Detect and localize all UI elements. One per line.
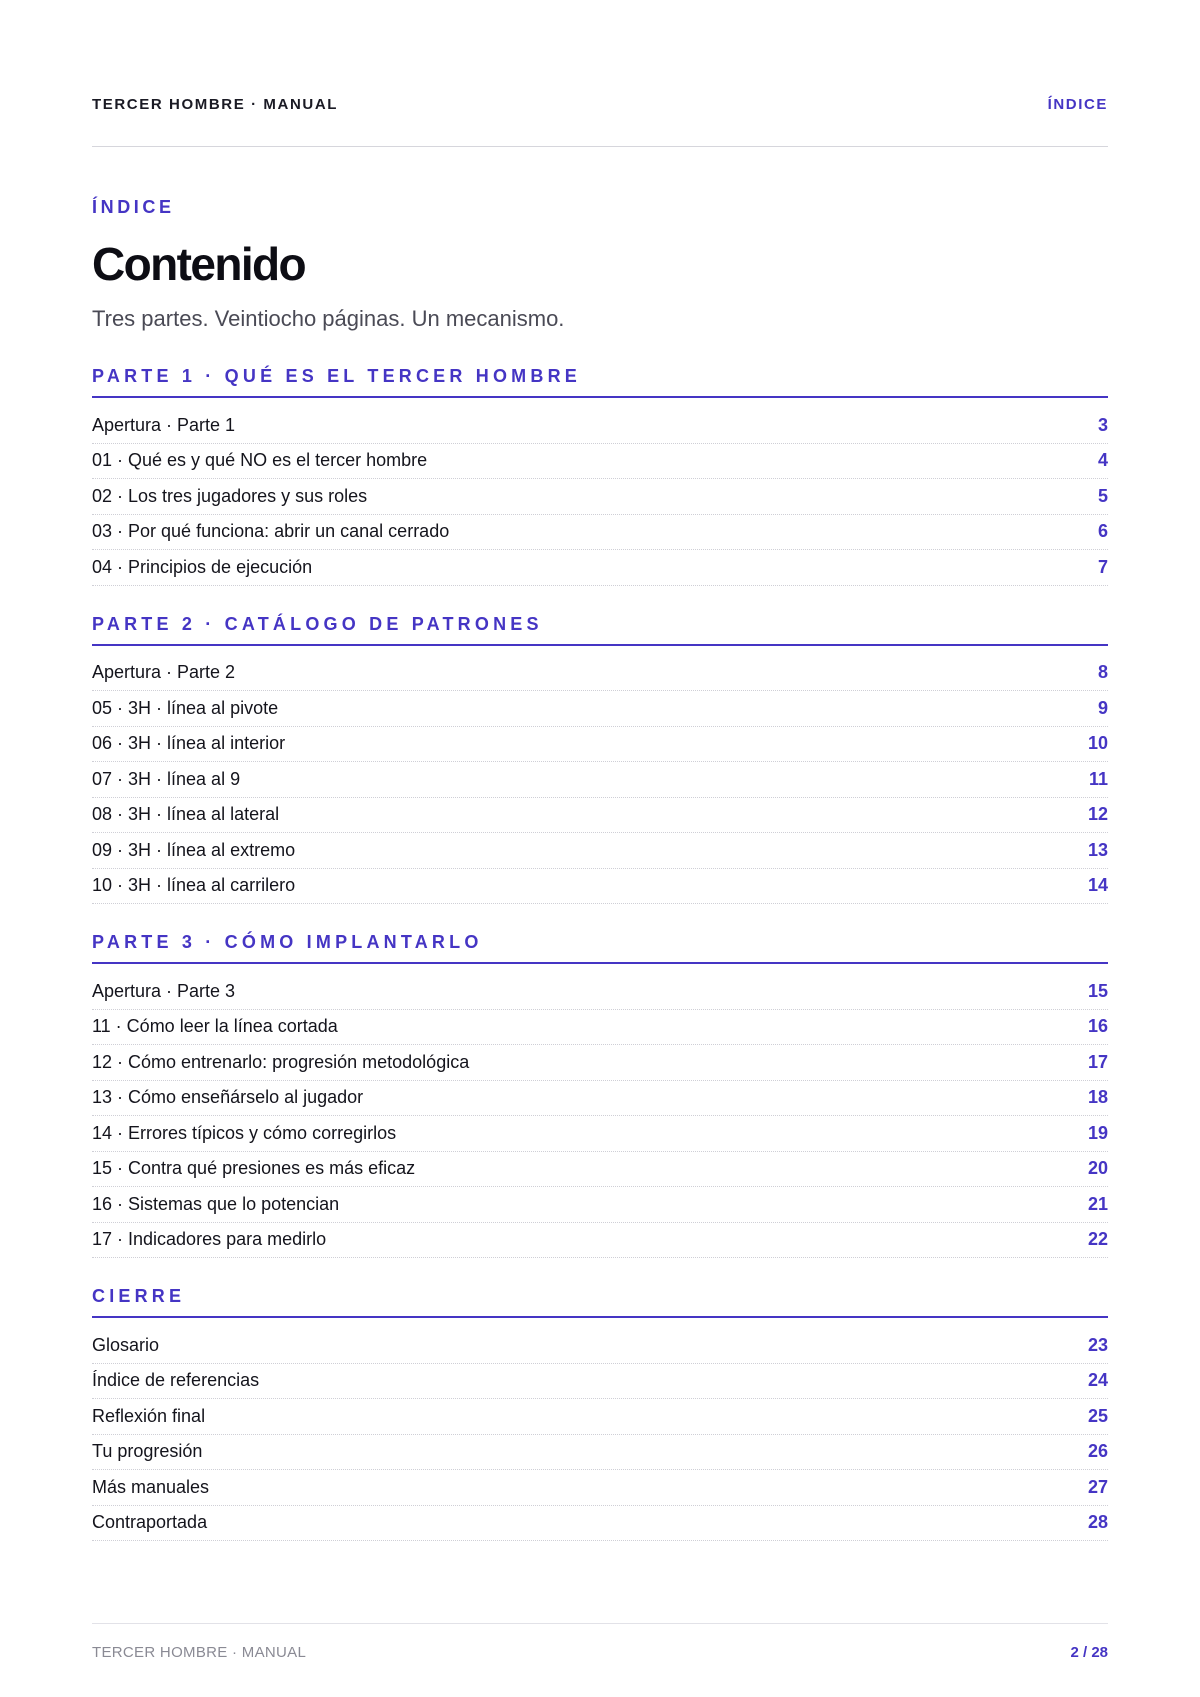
toc-entry[interactable] bbox=[92, 515, 1108, 551]
toc-entry[interactable] bbox=[92, 1328, 1108, 1364]
toc-entry-list bbox=[92, 1318, 1108, 1541]
toc-entry-page-number: 24 bbox=[1087, 1370, 1108, 1391]
footer-title: TERCER HOMBRE · MANUAL bbox=[92, 1644, 307, 1661]
toc-entry-page-number: 12 bbox=[1087, 804, 1108, 825]
toc-part bbox=[92, 1284, 1108, 1541]
toc-entry-label: 04 · Principios de ejecución bbox=[92, 556, 313, 577]
toc-entry-page-number: 19 bbox=[1087, 1122, 1108, 1143]
toc-entry-page-number: 22 bbox=[1087, 1229, 1108, 1250]
toc-entry[interactable] bbox=[92, 479, 1108, 515]
toc-entry-page-number: 11 bbox=[1088, 768, 1108, 789]
toc-entry-page-number: 3 bbox=[1097, 414, 1108, 435]
toc-entry[interactable] bbox=[92, 444, 1108, 480]
toc-entry-page-number: 14 bbox=[1087, 875, 1108, 896]
toc-entry[interactable] bbox=[92, 1081, 1108, 1117]
toc-part-heading: PARTE 1 · QUÉ ES EL TERCER HOMBRE bbox=[92, 364, 1108, 398]
toc-entry-label: Apertura · Parte 3 bbox=[92, 980, 236, 1001]
toc-part-heading: CIERRE bbox=[92, 1284, 1108, 1318]
toc-entry-page-number: 6 bbox=[1097, 521, 1108, 542]
toc-entry-page-number: 16 bbox=[1087, 1016, 1108, 1037]
toc-entry-label: 06 · 3H · línea al interior bbox=[92, 733, 286, 754]
page-title: Contenido bbox=[92, 238, 305, 290]
toc-entry-label: Tu progresión bbox=[92, 1441, 203, 1462]
eyebrow-label: ÍNDICE bbox=[92, 197, 175, 217]
toc-entry-label: 02 · Los tres jugadores y sus roles bbox=[92, 485, 368, 506]
toc-entry[interactable] bbox=[92, 656, 1108, 692]
toc-entry[interactable] bbox=[92, 1045, 1108, 1081]
toc-entry[interactable] bbox=[92, 762, 1108, 798]
toc-entry-page-number: 20 bbox=[1087, 1158, 1108, 1179]
running-footer bbox=[92, 1623, 1108, 1661]
toc-entry-label: 03 · Por qué funciona: abrir un canal cerrado bbox=[92, 521, 450, 542]
toc-entry[interactable] bbox=[92, 833, 1108, 869]
toc-entry[interactable] bbox=[92, 1506, 1108, 1542]
toc-entry-page-number: 23 bbox=[1087, 1334, 1108, 1355]
toc-entry-page-number: 5 bbox=[1097, 485, 1108, 506]
toc-part-heading: PARTE 3 · CÓMO IMPLANTARLO bbox=[92, 930, 1108, 964]
toc-entry-page-number: 28 bbox=[1087, 1512, 1108, 1533]
toc-entry[interactable] bbox=[92, 1152, 1108, 1188]
toc-entry-label: 12 · Cómo entrenarlo: progresión metodológica bbox=[92, 1051, 470, 1072]
toc-entry-label: 09 · 3H · línea al extremo bbox=[92, 839, 296, 860]
toc-entry-page-number: 4 bbox=[1097, 450, 1108, 471]
toc-entry-label: 08 · 3H · línea al lateral bbox=[92, 804, 280, 825]
toc-part bbox=[92, 364, 1108, 586]
toc-entry-list bbox=[92, 646, 1108, 905]
header-brand: TERCER HOMBRE · MANUAL bbox=[92, 96, 339, 113]
header-section-label: ÍNDICE bbox=[1047, 96, 1108, 113]
toc-entry[interactable] bbox=[92, 869, 1108, 905]
toc-entry-label: Reflexión final bbox=[92, 1405, 206, 1426]
toc-entry[interactable] bbox=[92, 1364, 1108, 1400]
toc-entry-page-number: 10 bbox=[1087, 733, 1108, 754]
toc-entry-label: 17 · Indicadores para medirlo bbox=[92, 1229, 327, 1250]
toc-part-heading: PARTE 2 · CATÁLOGO DE PATRONES bbox=[92, 612, 1108, 646]
toc-entry-label: 16 · Sistemas que lo potencian bbox=[92, 1193, 340, 1214]
toc-entry-page-number: 21 bbox=[1087, 1193, 1108, 1214]
toc-entry[interactable] bbox=[92, 1399, 1108, 1435]
toc-entry[interactable] bbox=[92, 1470, 1108, 1506]
toc-entry-page-number: 26 bbox=[1087, 1441, 1108, 1462]
toc-entry-label: 05 · 3H · línea al pivote bbox=[92, 697, 279, 718]
toc-entry[interactable] bbox=[92, 550, 1108, 586]
toc-entry-label: Apertura · Parte 1 bbox=[92, 414, 236, 435]
toc-entry-label: Índice de referencias bbox=[92, 1370, 260, 1391]
toc-entry-page-number: 27 bbox=[1087, 1476, 1108, 1497]
table-of-contents bbox=[92, 364, 1108, 1541]
toc-entry[interactable] bbox=[92, 1435, 1108, 1471]
toc-entry-label: 07 · 3H · línea al 9 bbox=[92, 768, 241, 789]
toc-entry-label: 10 · 3H · línea al carrilero bbox=[92, 875, 296, 896]
toc-entry-list bbox=[92, 398, 1108, 586]
toc-entry-label: 01 · Qué es y qué NO es el tercer hombre bbox=[92, 450, 428, 471]
toc-entry-page-number: 8 bbox=[1097, 662, 1108, 683]
toc-entry-label: Más manuales bbox=[92, 1476, 210, 1497]
toc-entry-page-number: 13 bbox=[1087, 839, 1108, 860]
toc-part bbox=[92, 930, 1108, 1258]
toc-entry[interactable] bbox=[92, 1010, 1108, 1046]
toc-entry-label: 13 · Cómo enseñárselo al jugador bbox=[92, 1087, 364, 1108]
toc-entry-label: Apertura · Parte 2 bbox=[92, 662, 236, 683]
toc-entry-page-number: 18 bbox=[1087, 1087, 1108, 1108]
toc-entry[interactable] bbox=[92, 974, 1108, 1010]
toc-entry-label: 14 · Errores típicos y cómo corregirlos bbox=[92, 1122, 397, 1143]
footer-page-number: 2 / 28 bbox=[1070, 1644, 1108, 1661]
toc-entry-label: 15 · Contra qué presiones es más eficaz bbox=[92, 1158, 416, 1179]
toc-part bbox=[92, 612, 1108, 905]
page bbox=[92, 0, 1108, 1697]
toc-entry[interactable] bbox=[92, 1223, 1108, 1259]
toc-entry-label: Contraportada bbox=[92, 1512, 208, 1533]
toc-entry-page-number: 15 bbox=[1087, 980, 1108, 1001]
toc-entry-page-number: 17 bbox=[1087, 1051, 1108, 1072]
toc-entry-page-number: 9 bbox=[1097, 697, 1108, 718]
running-header bbox=[92, 92, 1108, 147]
toc-entry-label: 11 · Cómo leer la línea cortada bbox=[92, 1016, 338, 1037]
toc-entry[interactable] bbox=[92, 798, 1108, 834]
page-subtitle: Tres partes. Veintiocho páginas. Un mecanismo. bbox=[92, 306, 565, 331]
toc-entry[interactable] bbox=[92, 1116, 1108, 1152]
toc-entry-list bbox=[92, 964, 1108, 1258]
toc-entry-label: Glosario bbox=[92, 1334, 160, 1355]
toc-entry[interactable] bbox=[92, 1187, 1108, 1223]
toc-entry-page-number: 7 bbox=[1097, 556, 1108, 577]
toc-entry[interactable] bbox=[92, 691, 1108, 727]
toc-entry[interactable] bbox=[92, 408, 1108, 444]
toc-entry[interactable] bbox=[92, 727, 1108, 763]
toc-entry-page-number: 25 bbox=[1087, 1405, 1108, 1426]
